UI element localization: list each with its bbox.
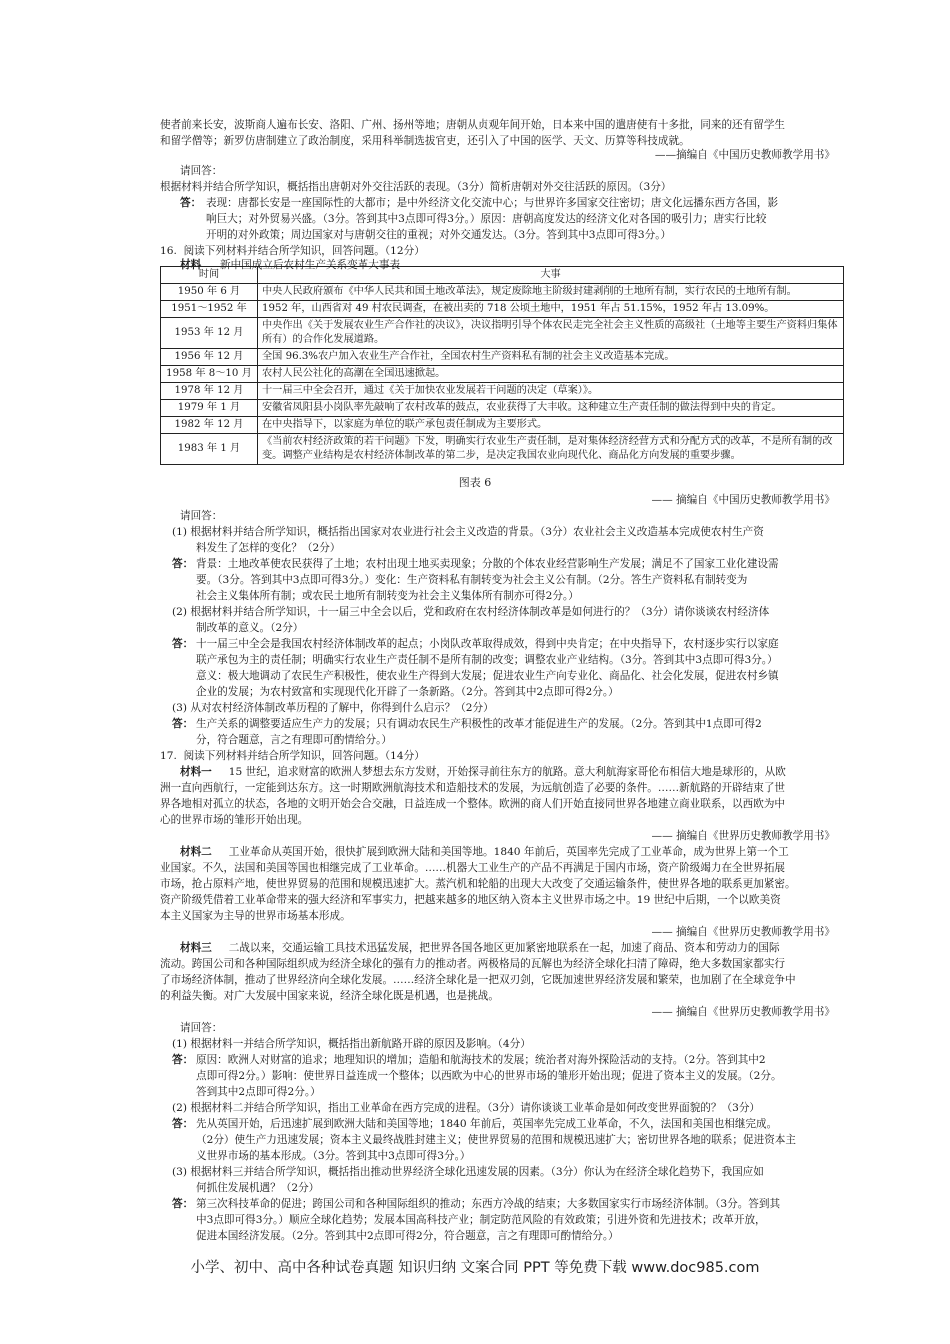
answer-line: 意义：极大地调动了农民生产积极性，使农业生产得到大发展；促进农业生产向专业化、商品化、社会化发展，促进农村乡镇 [196,670,779,682]
answer-line: 企业的发展；为农村致富和实现现代化开辟了一条新路。（2分。答到其中2点即可得2分。） [196,686,619,698]
question-heading: 16. 阅读下列材料并结合所学知识，回答问题。（12分） [160,245,425,257]
column-header-time: 时间 [161,267,258,284]
sub-question: 料发生了怎样的变化？（2分） [196,542,341,554]
table-row [161,318,844,349]
material-label: 材料二 [180,846,212,858]
event-cell: 全国 96.3%农户加入农业生产合作社，全国农村生产资料私有制的社会主义改造基本完成。 [258,349,844,366]
sub-question: (2) 根据材料并结合所学知识，十一届三中全会以后，党和政府在农村经济体制改革是如何进行的？（3分）请你谈谈农村经济体 [172,606,770,618]
material-line: 使者前来长安，波斯商人遍布长安、洛阳、广州、扬州等地；唐朝从贞观年间开始，日本来中国的遣唐使有十多批，同来的还有留学生 [160,119,786,131]
material-line: 和留学僧等；新罗仿唐制建立了政治制度，采用科举制选拔官吏，还引入了中国的医学、天文、历算等科技成就。 [160,135,690,147]
source-citation: —— 摘编自《世界历史教师教学用书》 [651,830,835,842]
sub-question: 何抓住发展机遇？（2分） [196,1182,320,1194]
sub-question: (1) 根据材料并结合所学知识，概括指出国家对农业进行社会主义改造的背景。（3分）农业社会主义改造基本完成使农村生产资 [172,526,764,538]
time-cell: 1956 年 12 月 [161,349,258,366]
material-line: 心的世界市场的雏形开始出现。 [160,814,309,826]
event-cell: 1952 年，山西省对 49 村农民调查，在被出卖的 718 公顷土地中，1951 年占 51.15%，1952 年占 13.09%。 [258,301,844,318]
answer-line: 要。（3分。答到其中3点即可得3分。）变化：生产资料私有制转变为社会主义公有制。（2分。答生产资料私有制转变为 [196,574,748,586]
material-line: 二战以来，交通运输工具技术迅猛发展，把世界各国各地区更加紧密地联系在一起，加速了商品、资本和劳动力的国际 [222,942,780,954]
material-label: 材料一 [180,766,212,778]
material-line: 资产阶级凭借着工业革命带来的强大经济和军事实力，把越来越多的地区纳入资本主义世界市场之中。19 世纪中后期，一个以欧美资 [160,894,781,906]
answer-line: 第三次科技革命的促进；跨国公司和各种国际组织的推动；东西方冷战的结束；大多数国家实行市场经济体制。（3分。答到其 [196,1198,781,1210]
answer-line: 社会主义集体所有制；或农民土地所有制转变为社会主义集体所有制亦可得2分。） [196,590,579,602]
answer-line: 答到其中2点即可得2分。） [196,1086,321,1098]
sub-question: (2) 根据材料二并结合所学知识，指出工业革命在西方完成的进程。（3分）请你谈谈工业革命是如何改变世界面貌的？（3分） [172,1102,761,1114]
sub-question: 制改革的意义。（2分） [196,622,304,634]
time-cell: 1983 年 1 月 [161,434,258,465]
answer-label: 答： [172,1118,194,1130]
sub-question: (3) 根据材料三并结合所学知识，概括指出推动世界经济全球化迅速发展的因素。（3分）你认为在经济全球化趋势下，我国应如 [172,1166,764,1178]
answer-line: 先从英国开始，后迅速扩展到欧洲大陆和美国等地；1840 年前后，英国率先完成工业革命，不久，法国和美国也相继完成。 [196,1118,778,1130]
material-line: 业国家。不久，法国和美国等国也相继完成了工业革命。……机器大工业生产的产品不再满足于国内市场，资产阶级竭力在全世界拓展 [160,862,786,874]
answer-label: 答： [180,197,202,209]
answer-line: 点即可得2分。）影响：使世界日益连成一个整体；以西欧为中心的世界市场的雏形开始出现；促进了资本主义的发展。（2分。 [196,1070,782,1082]
time-cell: 1978 年 12 月 [161,383,258,400]
answer-line: 十一届三中全会是我国农村经济体制改革的起点；小岗队改革取得成效，得到中央肯定；在中央指导下，农村逐步实行以家庭 [196,638,779,650]
table-row [161,301,844,318]
material-line: 界各地相对孤立的状态，各地的文明开始会合交融，日益连成一个整体。欧洲的商人们开始直接同世界各地建立商业联系，以西欧为中 [160,798,786,810]
material-line: 了市场经济体制，推动了世界经济向全球化发展。……经济全球化是一把双刃剑，它既加速世界经济发展和繁荣，也加剧了在全球竞争中 [160,974,796,986]
time-cell: 1950 年 6 月 [161,284,258,301]
prompt-label: 请回答： [180,165,223,177]
answer-line: 联产承包为主的责任制；明确实行农业生产责任制不是所有制的改变；调整农业产业结构。（3分。答到其中3点即可得3分。） [196,654,778,666]
time-cell: 1953 年 12 月 [161,318,258,349]
time-cell: 1979 年 1 月 [161,400,258,417]
answer-line: 响巨大；对外贸易兴盛。（3分。答到其中3点即可得3分。）原因：唐朝高度发达的经济文化对各国的吸引力；唐实行比较 [206,213,767,225]
material-line: 洲一直向西航行，一定能到达东方。这一时期欧洲航海技术和造船技术的发展，为远航创造了必要的条件。……新航路的开辟结束了世 [160,782,786,794]
table-row [161,434,844,465]
answer-label: 答： [172,558,194,570]
source-citation: —— 摘编自《世界历史教师教学用书》 [651,1006,835,1018]
table-row [161,284,844,301]
material-title: 新中国成立后农村生产关系变革大事表 [220,259,401,271]
material-label: 材料 [180,259,202,271]
time-cell: 1951～1952 年 [161,301,258,318]
answer-line: 中3点即可得3分。）顺应全球化趋势；发展本国高科技产业；制定防范风险的有效政策；引进外资和先进技术；改革开放， [196,1214,766,1226]
material-line: 流动。跨国公司和各种国际组织成为经济全球化的强有力的推动者。两极格局的瓦解也为经济全球化扫清了障碍，绝大多数国家都实行 [160,958,786,970]
event-cell: 农村人民公社化的高潮在全国迅速掀起。 [258,366,844,383]
table-row [161,383,844,400]
answer-line: 义世界市场的基本形成。（3分。答到其中3点即可得3分。） [196,1150,471,1162]
sub-question: (3) 从对农村经济体制改革历程的了解中，你得到什么启示？（2分） [172,702,494,714]
event-cell: 十一届三中全会召开，通过《关于加快农业发展若干问题的决定（草案）》。 [258,383,844,400]
source-citation: —— 摘编自《中国历史教师教学用书》 [651,494,835,506]
answer-label: 答： [172,1198,194,1210]
time-cell: 1958 年 8～10 月 [161,366,258,383]
table-row [161,417,844,434]
footer-advert: 小学、初中、高中各种试卷真题 知识归纳 文案合同 PPT 等免费下载 www.doc985.com [190,1260,760,1276]
material-line: 15 世纪，追求财富的欧洲人梦想去东方发财，开始探寻前往东方的航路。意大利航海家哥伦布相信大地是球形的，从欧 [222,766,786,778]
material-line: 本主义国家为主导的世界市场基本形成。 [160,910,351,922]
events-table [160,266,844,465]
material-line: 工业革命从英国开始，很快扩展到欧洲大陆和美国等地。1840 年前后，英国率先完成了工业革命，成为世界上第一个工 [222,846,789,858]
time-cell: 1982 年 12 月 [161,417,258,434]
event-cell: 安徽省凤阳县小岗队率先敲响了农村改革的鼓点，农业获得了大丰收。这种建立生产责任制的做法得到中央的肯定。 [258,400,844,417]
table-row [161,400,844,417]
answer-line: 促进本国经济发展。（2分。答到其中2点即可得2分，符合题意，言之有理即可酌情给分。） [196,1230,619,1242]
event-cell: 中央作出《关于发展农业生产合作社的决议》，决议指明引导个体农民走完全社会主义性质的高级社（土地等主要生产资料归集体所有）的合作化发展道路。 [258,318,844,349]
answer-line: 分，符合题意，言之有理即可酌情给分。） [196,734,392,746]
table-caption: 图表 6 [458,476,492,489]
table-row [161,349,844,366]
answer-line: 表现：唐都长安是一座国际性的大都市；是中外经济文化交流中心；与世界许多国家交往密切；唐文化远播东西方各国，影 [206,197,779,209]
material-label: 材料三 [180,942,212,954]
sub-question: (1) 根据材料一并结合所学知识，概括指出新航路开辟的原因及影响。（4分） [172,1038,531,1050]
event-cell: 中央人民政府颁布《中华人民共和国土地改革法》，规定废除地主阶级封建剥削的土地所有制，实行农民的土地所有制。 [258,284,844,301]
event-cell: 在中央指导下，以家庭为单位的联产承包责任制成为主要形式。 [258,417,844,434]
material-line: 的利益失衡。对广大发展中国家来说，经济全球化既是机遇，也是挑战。 [160,990,499,1002]
material-line: 市场，抢占原料产地，使世界贸易的范围和规模迅速扩大。蒸汽机和轮船的出现大大改变了交通运输条件，使世界各地的联系更加紧密。 [160,878,796,890]
event-cell: 《当前农村经济政策的若干问题》下发，明确实行农业生产责任制，是对集体经济经营方式和分配方式的改革，不是所有制的改变。调整产业结构是农村经济体制改革的第二步，是决定我国农业向现代化、商品化方向发展的重要步骤。 [258,434,844,465]
answer-line: 背景：土地改革使农民获得了土地；农村出现土地买卖现象；分散的个体农业经营影响生产发展；满足不了国家工业化建设需 [196,558,779,570]
table-row [161,366,844,383]
table-header-row [161,267,844,284]
answer-line: 原因：欧洲人对财富的追求；地理知识的增加；造船和航海技术的发展；统治者对海外探险活动的支持。（2分。答到其中2 [196,1054,766,1066]
source-citation: —— 摘编自《世界历史教师教学用书》 [651,926,835,938]
source-citation: ——摘编自《中国历史教师教学用书》 [654,149,835,161]
answer-label: 答： [172,1054,194,1066]
column-header-event: 大事 [258,267,844,284]
prompt-label: 请回答： [180,510,223,522]
answer-line: 开明的对外政策；周边国家对与唐朝交往的重视；对外交通发达。（3分。答到其中3点即可得3分。） [206,229,672,241]
answer-line: 生产关系的调整要适应生产力的发展；只有调动农民生产积极性的改革才能促进生产的发展。（2分。答到其中1点即可得2 [196,718,762,730]
answer-line: （2分）使生产力迅速发展；资本主义最终战胜封建主义；使世界贸易的范围和规模迅速扩大；密切世界各地的联系；促进资本主 [196,1134,796,1146]
question-text: 根据材料并结合所学知识，概括指出唐朝对外交往活跃的表现。（3分）简析唐朝对外交往活跃的原因。（3分） [160,181,672,193]
answer-label: 答： [172,718,194,730]
prompt-label: 请回答： [180,1022,223,1034]
answer-label: 答： [172,638,194,650]
question-heading: 17. 阅读下列材料并结合所学知识，回答问题。（14分） [160,750,425,762]
